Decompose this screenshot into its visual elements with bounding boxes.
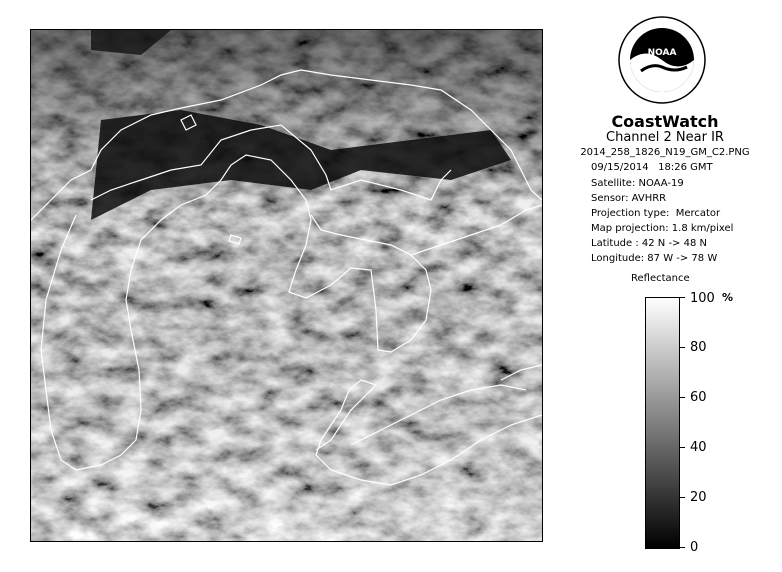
colorbar-tick [680, 397, 685, 398]
satellite-image [31, 30, 542, 541]
satellite-image-panel[interactable] [30, 29, 543, 542]
colorbar-tick-label: 100 [690, 291, 715, 306]
channel-label: Channel 2 Near IR [606, 130, 724, 145]
colorbar-tick-label: 60 [690, 390, 707, 405]
colorbar-tick-label: 0 [690, 540, 699, 555]
latitude-label: Latitude : 42 N -> 48 N [591, 238, 707, 249]
filename-label: 2014_258_1826_N19_GM_C2.PNG [580, 147, 750, 158]
product-title: CoastWatch [611, 112, 719, 131]
legend-title: Reflectance [631, 273, 690, 284]
satellite-label: Satellite: NOAA-19 [591, 178, 684, 189]
colorbar-tick-label: 80 [690, 340, 707, 355]
map-projection-label: Map projection: 1.8 km/pixel [591, 223, 734, 234]
colorbar-tick [680, 447, 685, 448]
colorbar-tick-label: 40 [690, 440, 707, 455]
datetime-label: 09/15/2014 18:26 GMT [591, 162, 713, 173]
colorbar-tick [680, 497, 685, 498]
svg-text:NOAA: NOAA [647, 48, 677, 58]
noaa-logo [617, 15, 707, 105]
colorbar-tick [680, 297, 685, 298]
colorbar-tick [680, 347, 685, 348]
longitude-label: Longitude: 87 W -> 78 W [591, 253, 718, 264]
reflectance-colorbar [645, 297, 680, 549]
projection-type-label: Projection type: Mercator [591, 208, 721, 219]
sensor-label: Sensor: AVHRR [591, 193, 667, 204]
colorbar-tick-label: 20 [690, 490, 707, 505]
legend-unit: % [722, 291, 734, 304]
colorbar-tick [680, 547, 685, 548]
